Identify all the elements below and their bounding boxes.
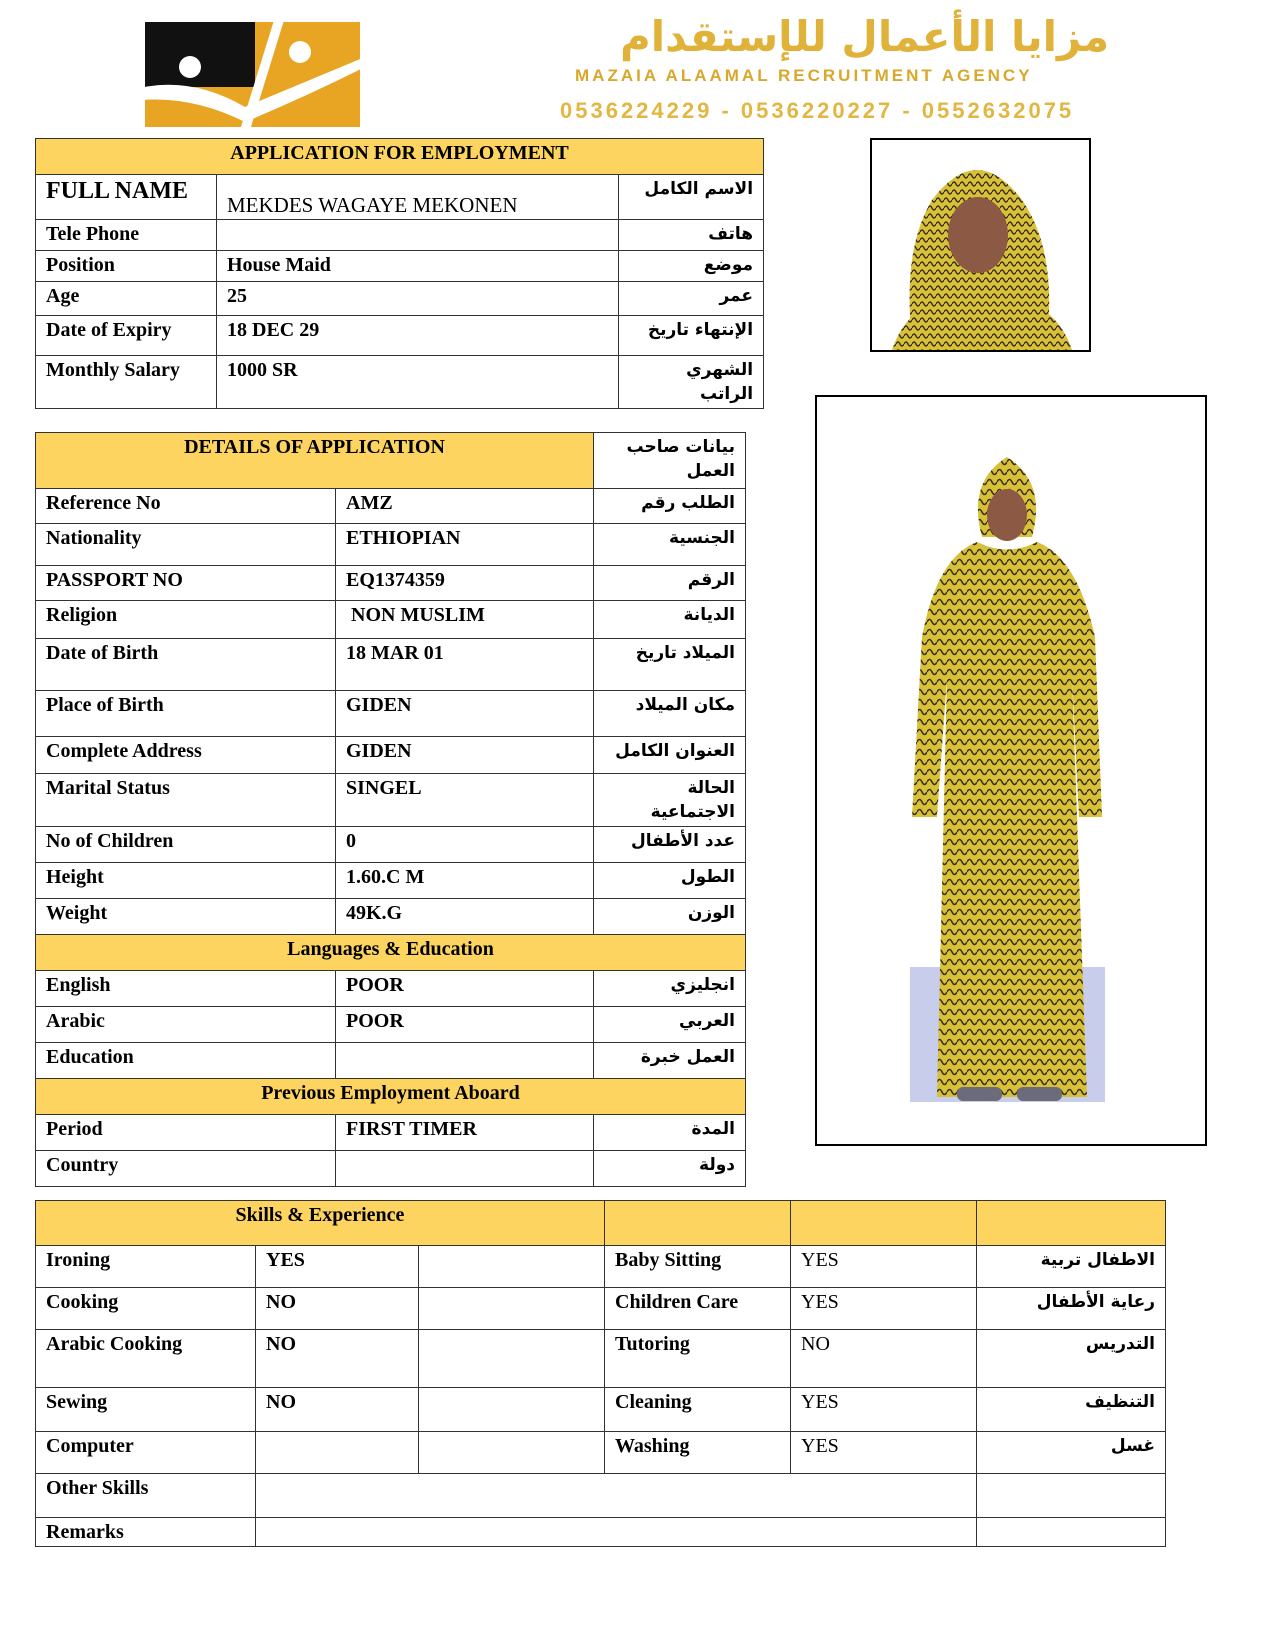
full-body-photo (815, 395, 1207, 1146)
skill-label: Sewing (36, 1388, 256, 1432)
expiry-value: 18 DEC 29 (217, 316, 619, 356)
skill-label: Tutoring (605, 1330, 791, 1388)
skill-label: Baby Sitting (605, 1246, 791, 1288)
passport-label-ar: الرقم (594, 566, 746, 601)
birth-place-value: GIDEN (336, 691, 594, 737)
expiry-label-ar: الإنتهاء تاريخ (619, 316, 764, 356)
skill-label: Computer (36, 1432, 256, 1474)
skills-table (35, 1200, 1166, 1547)
brand-name-arabic: مزايا الأعمال للإستقدام (620, 12, 1110, 61)
remarks-label: Remarks (36, 1518, 256, 1547)
religion-label-ar: الديانة (594, 601, 746, 639)
passport-label: PASSPORT NO (36, 566, 336, 601)
portrait-photo (870, 138, 1091, 352)
country-label-ar: دولة (594, 1151, 746, 1187)
application-table (35, 138, 764, 409)
religion-label: Religion (36, 601, 336, 639)
birth-date-value: 18 MAR 01 (336, 639, 594, 691)
skill-label: Cooking (36, 1288, 256, 1330)
english-label: English (36, 971, 336, 1007)
telephone-label-ar: هاتف (619, 220, 764, 251)
birth-date-label: Date of Birth (36, 639, 336, 691)
education-label: Education (36, 1043, 336, 1079)
full-name-label-ar: الاسم الكامل (619, 175, 764, 220)
languages-title: Languages & Education (36, 935, 746, 971)
skill-label-ar: التنظيف (977, 1388, 1166, 1432)
skill-label-ar: رعاية الأطفال (977, 1288, 1166, 1330)
address-label-ar: العنوان الكامل (594, 737, 746, 774)
skill-value: YES (791, 1288, 977, 1330)
skill-value: YES (256, 1246, 419, 1288)
skill-empty-cell (419, 1288, 605, 1330)
arabic-label-ar: العربي (594, 1007, 746, 1043)
children-value: 0 (336, 827, 594, 863)
skill-empty-cell (419, 1388, 605, 1432)
other-skills-extra (977, 1474, 1166, 1518)
skill-label: Ironing (36, 1246, 256, 1288)
skills-header-cell (977, 1201, 1166, 1246)
skill-value: NO (256, 1330, 419, 1388)
weight-label: Weight (36, 899, 336, 935)
age-label-ar: عمر (619, 282, 764, 316)
religion-value: NON MUSLIM (336, 601, 594, 639)
english-value: POOR (336, 971, 594, 1007)
nationality-value: ETHIOPIAN (336, 524, 594, 566)
position-value: House Maid (217, 251, 619, 282)
salary-label: Monthly Salary (36, 356, 217, 409)
period-label: Period (36, 1115, 336, 1151)
skills-title: Skills & Experience (36, 1201, 605, 1246)
weight-value: 49K.G (336, 899, 594, 935)
skill-label-ar: غسل (977, 1432, 1166, 1474)
skill-label: Arabic Cooking (36, 1330, 256, 1388)
arabic-value: POOR (336, 1007, 594, 1043)
marital-label: Marital Status (36, 774, 336, 827)
education-label-ar: العمل خبرة (594, 1043, 746, 1079)
brand-name-english: MAZAIA ALAAMAL RECRUITMENT AGENCY (575, 66, 1033, 85)
country-value (336, 1151, 594, 1187)
arabic-label: Arabic (36, 1007, 336, 1043)
skill-value: NO (256, 1388, 419, 1432)
children-label-ar: عدد الأطفال (594, 827, 746, 863)
other-skills-label: Other Skills (36, 1474, 256, 1518)
reference-label: Reference No (36, 489, 336, 524)
previous-employment-title: Previous Employment Aboard (36, 1079, 746, 1115)
details-title-ar: بيانات صاحب العمل (594, 433, 746, 489)
skill-value: YES (791, 1388, 977, 1432)
full-name-label: FULL NAME (36, 175, 217, 220)
remarks-extra (977, 1518, 1166, 1547)
position-label-ar: موضع (619, 251, 764, 282)
education-value (336, 1043, 594, 1079)
birth-place-label-ar: مكان الميلاد (594, 691, 746, 737)
details-title: DETAILS OF APPLICATION (36, 433, 594, 489)
skill-label: Cleaning (605, 1388, 791, 1432)
skill-label: Washing (605, 1432, 791, 1474)
skill-value: NO (256, 1288, 419, 1330)
other-skills-value (256, 1474, 977, 1518)
passport-value: EQ1374359 (336, 566, 594, 601)
children-label: No of Children (36, 827, 336, 863)
salary-label-ar: الشهري الراتب (619, 356, 764, 409)
skill-value: YES (791, 1432, 977, 1474)
weight-label-ar: الوزن (594, 899, 746, 935)
skill-empty-cell (419, 1330, 605, 1388)
country-label: Country (36, 1151, 336, 1187)
height-label-ar: الطول (594, 863, 746, 899)
marital-value: SINGEL (336, 774, 594, 827)
full-name-value: MEKDES WAGAYE MEKONEN (217, 175, 619, 220)
position-label: Position (36, 251, 217, 282)
agency-logo (125, 12, 375, 137)
reference-label-ar: الطلب رقم (594, 489, 746, 524)
nationality-label: Nationality (36, 524, 336, 566)
skills-header-cell (605, 1201, 791, 1246)
skill-empty-cell (419, 1246, 605, 1288)
period-label-ar: المدة (594, 1115, 746, 1151)
age-value: 25 (217, 282, 619, 316)
birth-place-label: Place of Birth (36, 691, 336, 737)
birth-date-label-ar: الميلاد تاريخ (594, 639, 746, 691)
nationality-label-ar: الجنسية (594, 524, 746, 566)
skill-label: Children Care (605, 1288, 791, 1330)
details-table (35, 432, 746, 1187)
skill-value: NO (791, 1330, 977, 1388)
telephone-value (217, 220, 619, 251)
address-label: Complete Address (36, 737, 336, 774)
remarks-value (256, 1518, 977, 1547)
english-label-ar: انجليزي (594, 971, 746, 1007)
skill-value: YES (791, 1246, 977, 1288)
address-value: GIDEN (336, 737, 594, 774)
age-label: Age (36, 282, 217, 316)
height-value: 1.60.C M (336, 863, 594, 899)
telephone-label: Tele Phone (36, 220, 217, 251)
reference-value: AMZ (336, 489, 594, 524)
skills-header-cell (791, 1201, 977, 1246)
height-label: Height (36, 863, 336, 899)
skill-value (256, 1432, 419, 1474)
skill-label-ar: الاطفال تربية (977, 1246, 1166, 1288)
skill-label-ar: التدريس (977, 1330, 1166, 1388)
brand-phones: 0536224229 - 0536220227 - 0552632075 (560, 98, 1075, 123)
marital-label-ar: الحالة الاجتماعية (594, 774, 746, 827)
skill-empty-cell (419, 1432, 605, 1474)
salary-value: 1000 SR (217, 356, 619, 409)
period-value: FIRST TIMER (336, 1115, 594, 1151)
application-title: APPLICATION FOR EMPLOYMENT (36, 139, 764, 175)
expiry-label: Date of Expiry (36, 316, 217, 356)
